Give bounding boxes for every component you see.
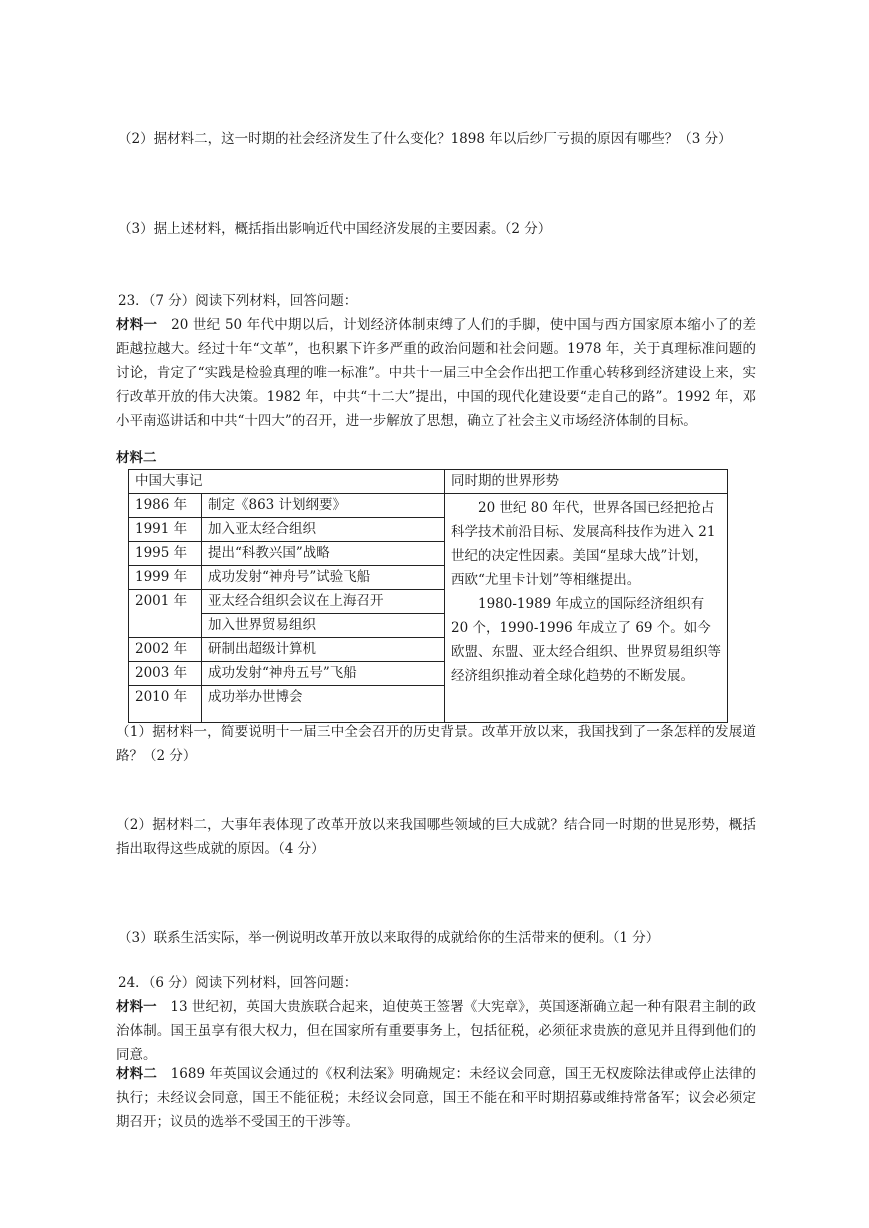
table-header-row bbox=[129, 470, 728, 494]
world-situation-cell bbox=[445, 494, 728, 723]
table-event: 制定《863 计划纲要》 bbox=[202, 494, 445, 518]
q24-material-two bbox=[116, 1062, 756, 1134]
table-year: 1999 年 bbox=[129, 566, 202, 590]
q24-material-one bbox=[116, 995, 756, 1067]
q23-sub2: （2）据材料二，大事年表体现了改革开放以来我国哪些领域的巨大成就？结合同一时期的世晃形势，概括指出取得这些成就的原因。（4 分） bbox=[116, 817, 756, 857]
table-event: 亚太经合组织会议在上海召开 bbox=[202, 590, 445, 614]
q24-heading: 24．（6 分）阅读下列材料，回答问题： bbox=[118, 975, 358, 991]
q23-sub1: （1）据材料一，简要说明十一届三中全会召开的历史背景。改革开放以来，我国找到了一条怎样的发展道路？（2 分） bbox=[116, 724, 756, 764]
material-one-label: 材料一 bbox=[116, 999, 157, 1015]
material-two-text: 1689 年英国议会通过的《权利法案》明确规定：未经议会同意，国王无权废除法律或停止法律的执行；未经议会同意，国王不能征税；未经议会同意，国王不能在和平时期招募或维持常备军；议会必须定期召开；议员的选举不受国王的干涉等。 bbox=[116, 1066, 757, 1130]
world-paragraph-1: 20 世纪 80 年代，世界各国已经把抢占科学技术前沿目标、发展高科技作为进入 21 世纪的决定性因素。美国“星球大战”计划，西欧“尤里卡计划”等相继提出。 bbox=[451, 500, 716, 588]
material-one-text: 20 世纪 50 年代中期以后，计划经济体制束缚了人们的手脚，使中国与西方国家原本缩小了的差距越拉越大。经过十年“文革”，也积累下许多严重的政治问题和社会问题。1978 年，关于真理标准问题的讨论，肯定了“实践是检验真理的唯一标准”。中共十一届三中全会作出把工作重心转移到经济建设上来，实行改革开放的伟大决策。1982 年，中共“十二大”提出，中国的现代化建设要“走自己的路”。1992 年，邓小平南巡讲话和中共“十四大”的召开，进一步解放了思想，确立了社会主义市场经济体制的目标。 bbox=[116, 317, 757, 429]
table-year: 1986 年 bbox=[129, 494, 202, 518]
q23-sub3: （3）联系生活实际，举一例说明改革开放以来取得的成就给你的生活带来的便利。（1 分） bbox=[118, 930, 660, 946]
table-header-world: 同时期的世界形势 bbox=[445, 470, 728, 494]
material-two-label: 材料二 bbox=[116, 1066, 158, 1082]
material-one-label: 材料一 bbox=[116, 317, 158, 333]
events-table bbox=[128, 469, 728, 723]
table-year: 2002 年 bbox=[129, 638, 202, 662]
table-year: 2010 年 bbox=[129, 686, 202, 723]
table-event: 研制出超级计算机 bbox=[202, 638, 445, 662]
table-header-china: 中国大事记 bbox=[129, 470, 445, 494]
table-event: 提出“科教兴国”战略 bbox=[202, 542, 445, 566]
table-year: 2003 年 bbox=[129, 662, 202, 686]
table-year: 2001 年 bbox=[129, 590, 202, 638]
q23-material-one bbox=[116, 313, 756, 433]
table-event: 加入亚太经合组织 bbox=[202, 518, 445, 542]
table-event: 成功发射“神舟号”试验飞船 bbox=[202, 566, 445, 590]
q23-material-two-label: 材料二 bbox=[116, 450, 157, 466]
table-year: 1991 年 bbox=[129, 518, 202, 542]
table-event: 成功发射“神舟五号”飞船 bbox=[202, 662, 445, 686]
q23-heading: 23．（7 分）阅读下列材料，回答问题： bbox=[118, 293, 358, 309]
material-one-text: 13 世纪初，英国大贵族联合起来，迫使英王签署《大宪章》，英国逐渐确立起一种有限君主制的政治体制。国王虽享有很大权力，但在国家所有重要事务上，包括征税，必须征求贵族的意见并且得到他们的同意。 bbox=[116, 999, 757, 1063]
table-event: 加入世界贸易组织 bbox=[202, 614, 445, 638]
world-paragraph-2: 1980-1989 年成立的国际经济组织有 20 个，1990-1996 年成立了 69 个。如今欧盟、东盟、亚太经合组织、世界贸易组织等经济组织推动着全球化趋势的不断发展。 bbox=[451, 596, 721, 684]
table-event: 成功举办世博会 bbox=[202, 686, 445, 723]
q22-sub3: （3）据上述材料，概括指出影响近代中国经济发展的主要因素。（2 分） bbox=[118, 221, 552, 237]
table-row bbox=[129, 494, 728, 518]
table-year: 1995 年 bbox=[129, 542, 202, 566]
q22-sub2: （2）据材料二，这一时期的社会经济发生了什么变化？1898 年以后纱厂亏损的原因有哪些？（3 分） bbox=[118, 131, 732, 147]
